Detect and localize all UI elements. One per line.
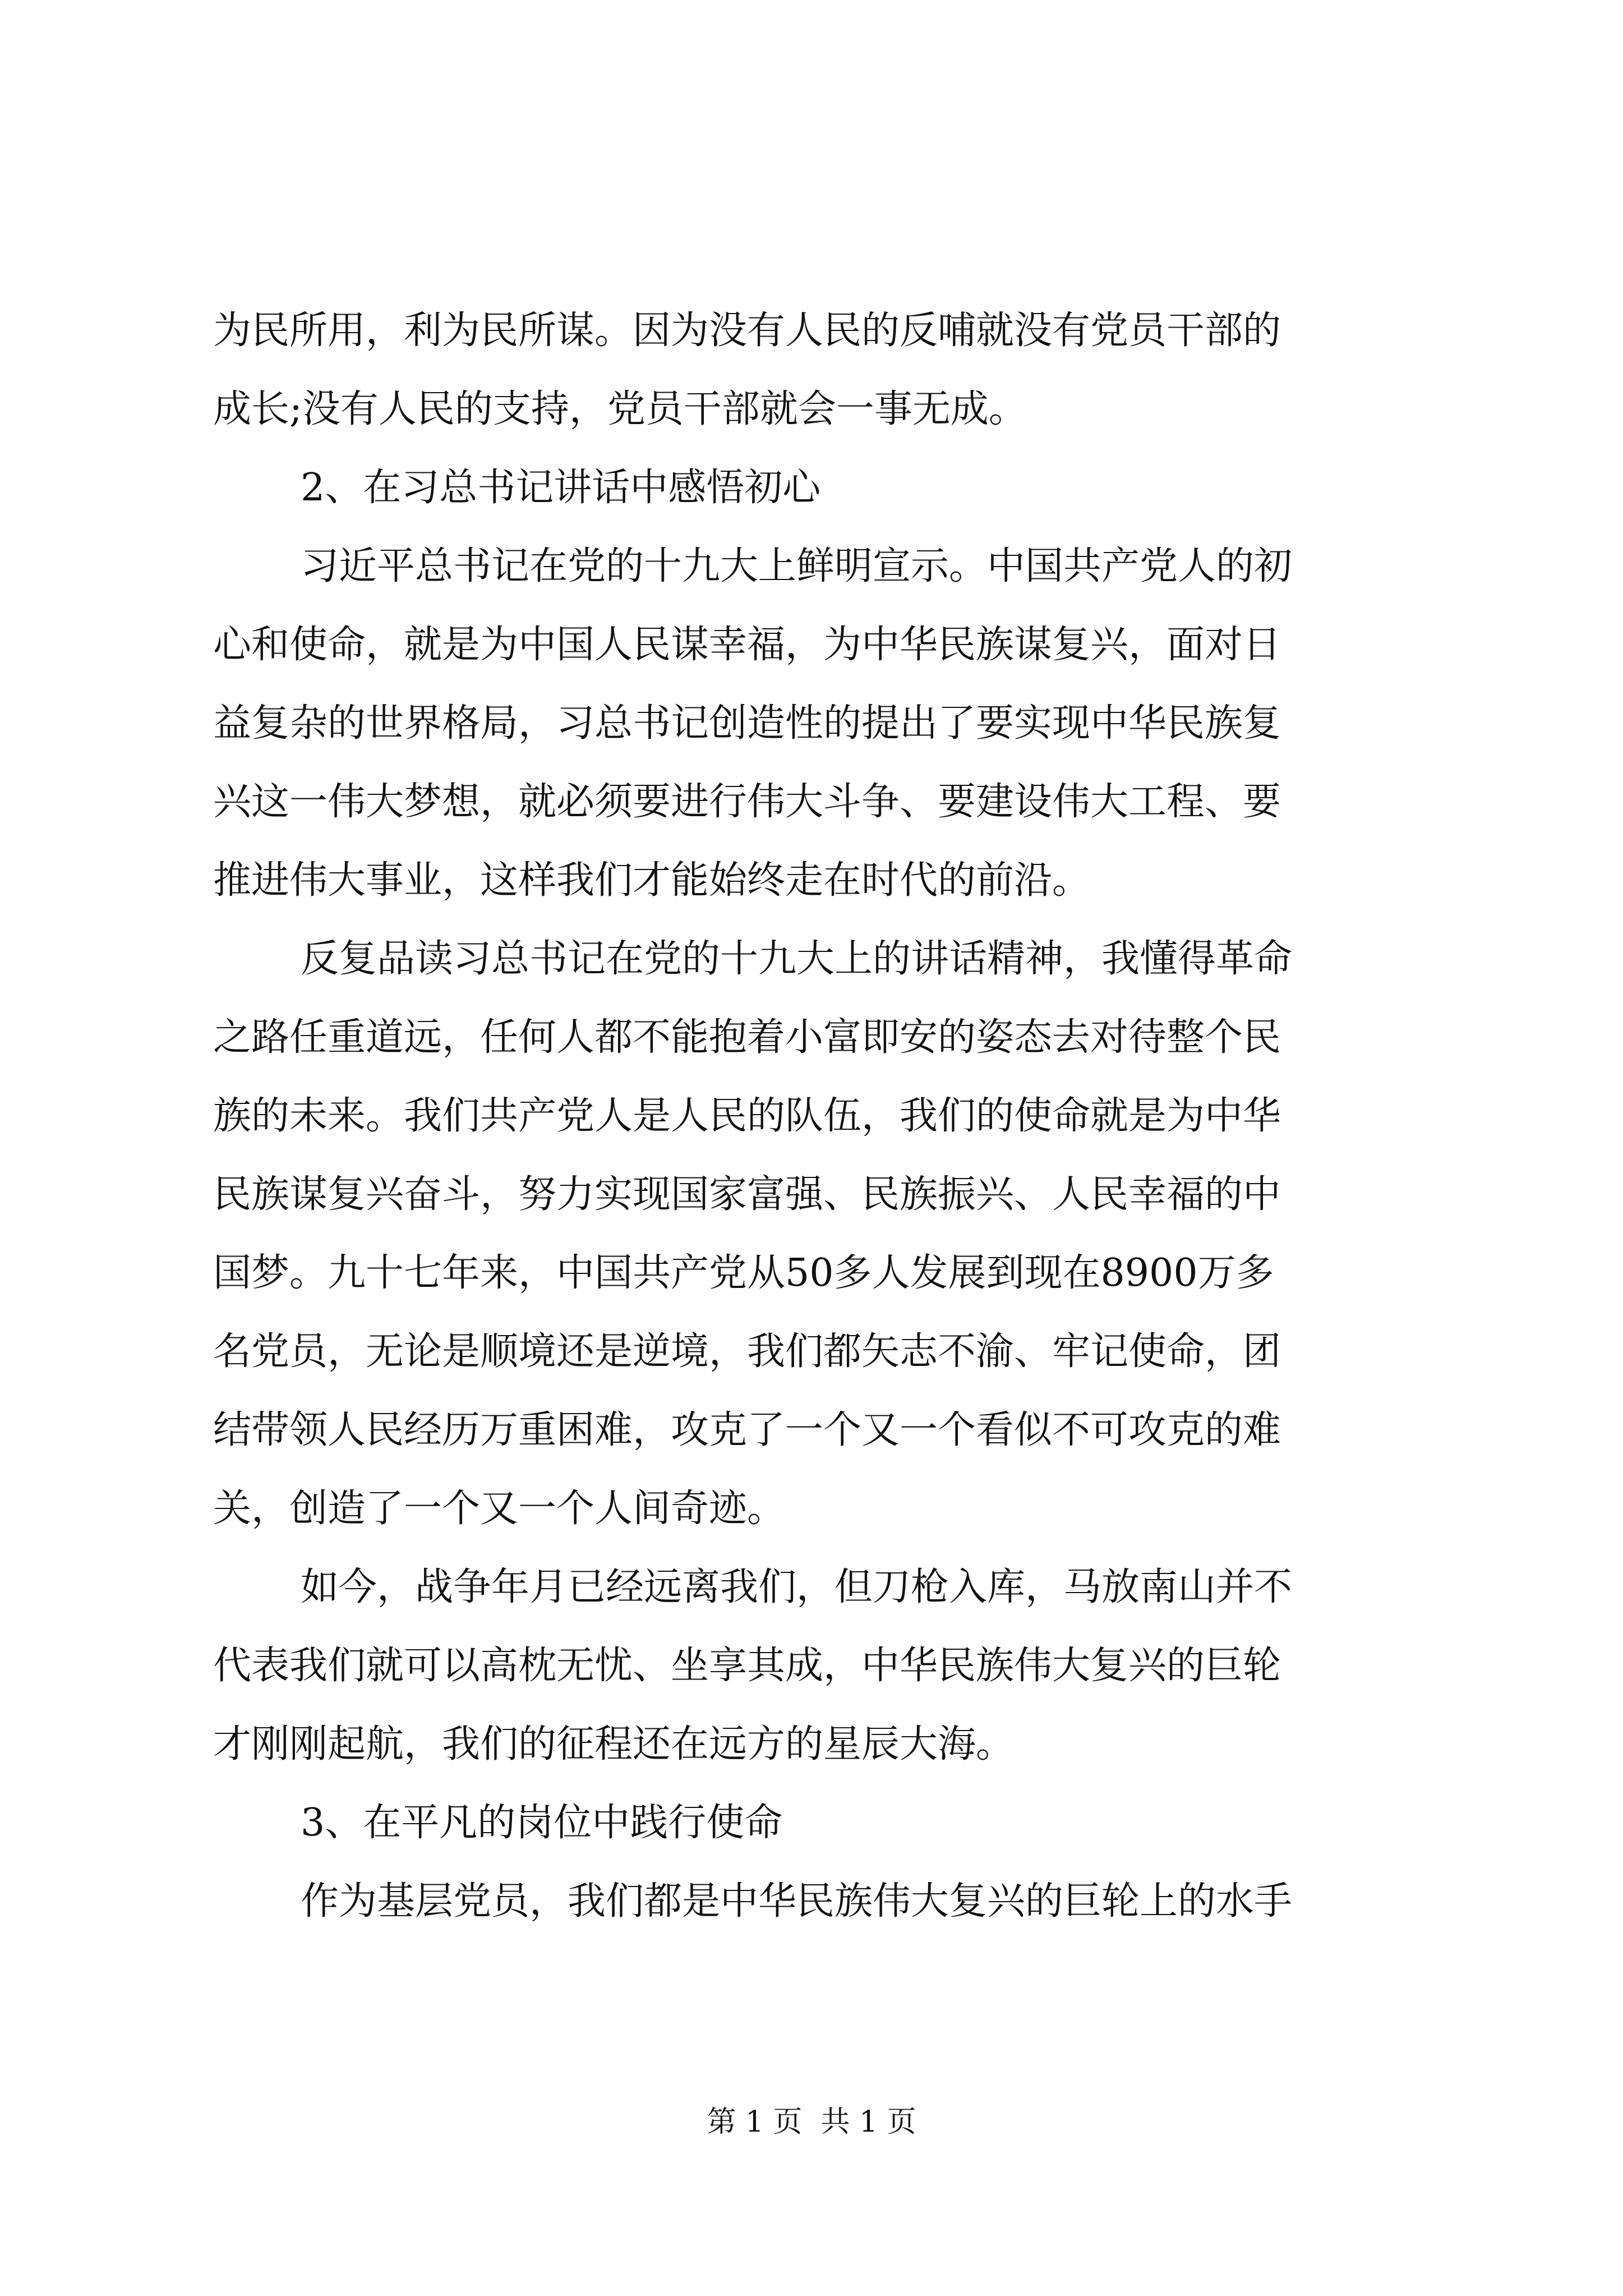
text-line: 民族谋复兴奋斗，努力实现国家富强、民族振兴、人民幸福的中: [213, 1172, 1281, 1217]
text-line: 代表我们就可以高枕无忧、坐享其成，中华民族伟大复兴的巨轮: [213, 1644, 1281, 1688]
text-line: 族的未来。我们共产党人是人民的队伍，我们的使命就是为中华: [213, 1094, 1281, 1138]
text-line: 兴这一伟大梦想，就必须要进行伟大斗争、要建设伟大工程、要: [213, 780, 1281, 824]
text-line: 国梦。九十七年来，中国共产党从50多人发展到现在8900万多: [213, 1251, 1274, 1295]
section-heading: 3、在平凡的岗位中践行使命: [301, 1801, 783, 1845]
text-line: 作为基层党员，我们都是中华民族伟大复兴的巨轮上的水手: [301, 1879, 1293, 1924]
text-line: 结带领人民经历万重困难，攻克了一个又一个看似不可攻克的难: [213, 1408, 1281, 1452]
document-body: [213, 292, 1424, 1941]
text-line: 之路任重道远，任何人都不能抱着小富即安的姿态去对待整个民: [213, 1015, 1281, 1060]
text-line: 反复品读习总书记在党的十九大上的讲话精神，我懂得革命: [301, 937, 1293, 981]
text-line: 心和使命，就是为中国人民谋幸福，为中华民族谋复兴，面对日: [213, 623, 1281, 667]
text-line: 关，创造了一个又一个人间奇迹。: [213, 1487, 786, 1531]
section-heading: 2、在习总书记讲话中感悟初心: [301, 466, 821, 510]
page-footer: 第 1 页 共 1 页: [707, 2105, 916, 2139]
text-line: 推进伟大事业，这样我们才能始终走在时代的前沿。: [213, 858, 1091, 903]
text-line: 如今，战争年月已经远离我们，但刀枪入库，马放南山并不: [301, 1565, 1293, 1609]
text-line: 益复杂的世界格局，习总书记创造性的提出了要实现中华民族复: [213, 701, 1281, 746]
text-line: 习近平总书记在党的十九大上鲜明宣示。中国共产党人的初: [301, 544, 1293, 588]
text-line: 名党员，无论是顺境还是逆境，我们都矢志不渝、牢记使命，团: [213, 1329, 1281, 1374]
text-line: 才刚刚起航，我们的征程还在远方的星辰大海。: [213, 1722, 1015, 1766]
text-line: 成长;没有人民的支持，党员干部就会一事无成。: [213, 387, 1027, 431]
text-line: 为民所用，利为民所谋。因为没有人民的反哺就没有党员干部的: [213, 309, 1281, 353]
